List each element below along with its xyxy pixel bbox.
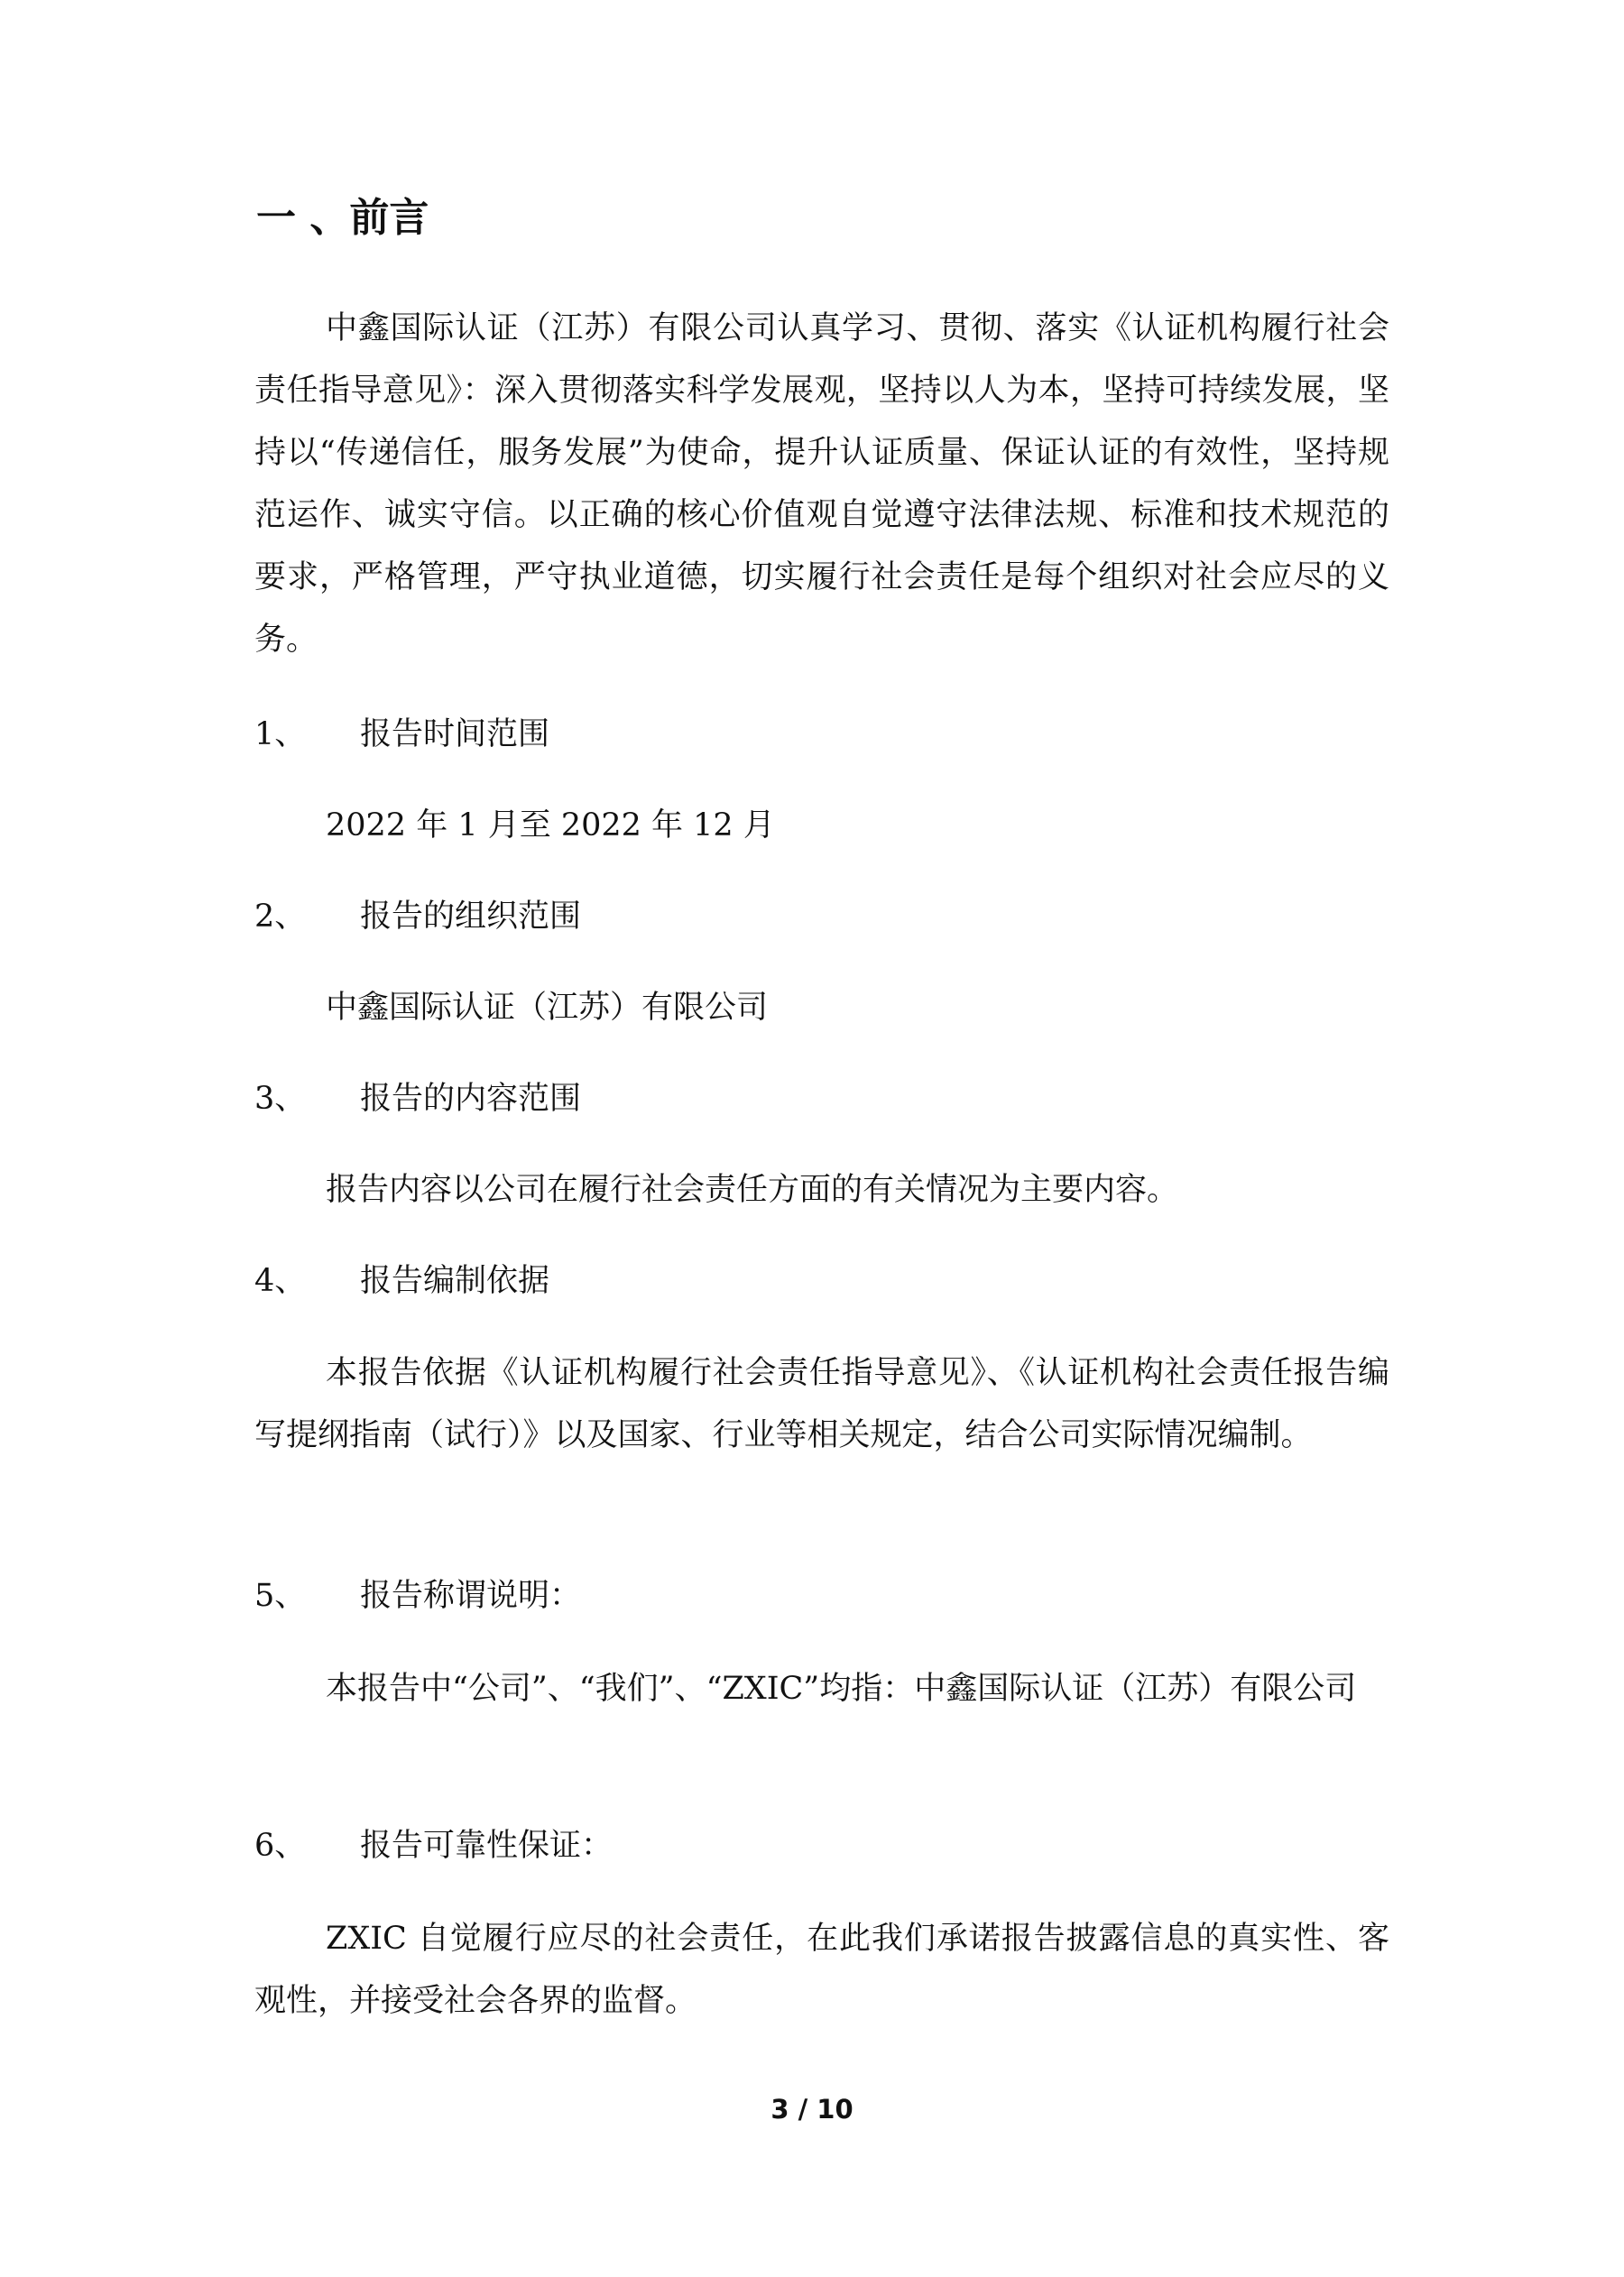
item-content-1: 2022 年 1 月至 2022 年 12 月 [326,807,775,844]
section-heading: 一 、前言 [256,195,429,241]
item-number: 3、 [254,1081,307,1117]
item-content-5: 本报告中“公司”、“我们”、“ZXIC”均指：中鑫国际认证（江苏）有限公司 [326,1671,1357,1707]
item-content-2: 中鑫国际认证（江苏）有限公司 [326,990,769,1026]
list-item-1 [254,707,549,761]
item-content-4: 本报告依据《认证机构履行社会责任指导意见》、《认证机构社会责任报告编写提纲指南（试行）》以及国家、行业等相关规定，结合公司实际情况编制。 [254,1355,1389,1453]
item-number: 2、 [254,899,307,935]
item-content-3: 报告内容以公司在履行社会责任方面的有关情况为主要内容。 [326,1172,1179,1208]
list-item-6 [254,1819,613,1873]
item-title: 报告可靠性保证： [360,1828,614,1864]
list-item-3 [254,1072,581,1126]
item-content-6: ZXIC 自觉履行应尽的社会责任，在此我们承诺报告披露信息的真实性、客观性，并接受社会各界的监督。 [254,1921,1389,2019]
intro-paragraph: 中鑫国际认证（江苏）有限公司认真学习、贯彻、落实《认证机构履行社会责任指导意见》：深入贯彻落实科学发展观，坚持以人为本，坚持可持续发展，坚持以“传递信任，服务发展”为使命，提升认证质量、保证认证的有效性，坚持规范运作、诚实守信。以正确的核心价值观自觉遵守法律法规、标准和技术规范的要求，严格管理，严守执业道德，切实履行社会责任是每个组织对社会应尽的义务。 [254,310,1389,658]
item-number: 5、 [254,1578,307,1614]
list-item-4 [254,1254,549,1308]
item-title: 报告的内容范围 [360,1081,582,1117]
item-number: 4、 [254,1263,307,1299]
item-number: 6、 [254,1828,307,1864]
item-title: 报告时间范围 [360,716,550,752]
list-item-5 [254,1569,581,1623]
page-number: 3 / 10 [770,2094,854,2125]
item-number: 1、 [254,716,307,752]
item-title: 报告编制依据 [360,1263,550,1299]
item-title: 报告称谓说明： [360,1578,582,1614]
list-item-2 [254,890,581,944]
item-title: 报告的组织范围 [360,899,582,935]
